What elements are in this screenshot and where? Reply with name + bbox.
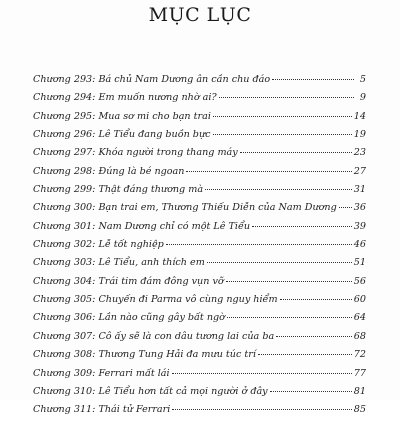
toc-dot-leader [172, 373, 352, 374]
toc-entry-title: Thái tử Ferrari [98, 404, 171, 416]
toc-entry[interactable] [33, 184, 366, 202]
toc-entry-title: Khóa người trong thang máy [98, 147, 238, 159]
toc-entry-chapter: Chương 300: [33, 202, 96, 214]
toc-entry-chapter: Chương 311: [33, 404, 96, 416]
toc-entry-chapter: Chương 299: [33, 184, 96, 196]
toc-entry-chapter: Chương 306: [33, 312, 96, 324]
toc-entry[interactable] [33, 294, 366, 312]
toc-entry-chapter: Chương 297: [33, 147, 96, 159]
toc-entry-page-number: 60 [353, 294, 366, 306]
toc-entry[interactable] [33, 221, 366, 239]
toc-dot-leader [205, 189, 352, 190]
toc-dot-leader [213, 134, 352, 135]
toc-entry-page-number: 85 [353, 404, 366, 416]
toc-entry-page-number: 36 [353, 202, 366, 214]
toc-entry-title: Trái tim đám đông vụn vỡ [98, 275, 224, 287]
toc-entry-page-number: 46 [353, 239, 366, 251]
toc-dot-leader [240, 152, 352, 153]
toc-dot-leader [219, 97, 354, 98]
toc-entry-chapter: Chương 308: [33, 349, 96, 361]
toc-entry[interactable] [33, 404, 366, 422]
toc-entry[interactable] [33, 74, 366, 92]
toc-entry-title: Lễ tốt nghiệp [98, 239, 164, 251]
toc-dot-leader [166, 244, 352, 245]
toc-entry-title: Lê Tiểu đang buồn bực [98, 129, 211, 141]
toc-entry-chapter: Chương 309: [33, 367, 96, 379]
toc-entry-chapter: Chương 304: [33, 275, 96, 287]
toc-entry-page-number: 39 [353, 220, 366, 232]
toc-entry-title: Em muốn nương nhờ ai? [98, 92, 217, 104]
toc-dot-leader [258, 354, 352, 355]
toc-entry-page-number: 9 [359, 92, 366, 104]
toc-entry-page-number: 27 [353, 165, 366, 177]
toc-entry-chapter: Chương 296: [33, 129, 96, 141]
toc-entry-chapter: Chương 307: [33, 330, 96, 342]
toc-entry[interactable] [33, 276, 366, 294]
toc-entry-chapter: Chương 295: [33, 110, 96, 122]
toc-list [33, 74, 366, 423]
toc-dot-leader [172, 409, 351, 410]
toc-dot-leader [270, 391, 352, 392]
toc-entry-title: Nam Dương chỉ có một Lê Tiểu [98, 220, 251, 232]
toc-entry-title: Thương Tung Hải đa mưu túc trí [98, 349, 256, 361]
toc-entry-chapter: Chương 310: [33, 385, 96, 397]
toc-entry-page-number: 56 [353, 275, 366, 287]
page-title: MỤC LỤC [148, 4, 252, 26]
toc-dot-leader [186, 171, 351, 172]
toc-entry[interactable] [33, 147, 366, 165]
toc-entry[interactable] [33, 202, 366, 220]
toc-entry-chapter: Chương 303: [33, 257, 96, 269]
toc-dot-leader [339, 207, 352, 208]
toc-entry-title: Cô ấy sẽ là con dâu tương lai của ba [98, 330, 275, 342]
toc-dot-leader [280, 299, 352, 300]
toc-entry[interactable] [33, 166, 366, 184]
toc-entry-title: Bạn trai em, Thương Thiếu Diễn của Nam Dương [98, 202, 337, 214]
toc-dot-leader [207, 262, 352, 263]
toc-dot-leader [276, 336, 352, 337]
toc-entry-chapter: Chương 294: [33, 92, 96, 104]
toc-dot-leader [252, 226, 352, 227]
toc-entry-chapter: Chương 293: [33, 74, 96, 85]
toc-dot-leader [272, 79, 354, 80]
toc-dot-leader [227, 317, 352, 318]
toc-entry-title: Ferrari mất lái [98, 367, 170, 379]
toc-entry-page-number: 23 [353, 147, 366, 159]
toc-entry-title: Chuyến đi Parma vô cùng nguy hiểm [98, 294, 278, 306]
toc-entry[interactable] [33, 111, 366, 129]
toc-entry-page-number: 51 [353, 257, 366, 269]
toc-entry[interactable] [33, 349, 366, 367]
toc-entry-chapter: Chương 301: [33, 220, 96, 232]
toc-entry-title: Lê Tiểu, anh thích em [98, 257, 205, 269]
toc-dot-leader [213, 116, 352, 117]
toc-entry[interactable] [33, 368, 366, 386]
toc-entry-page-number: 81 [353, 385, 366, 397]
toc-entry-page-number: 31 [353, 184, 366, 196]
toc-entry-page-number: 19 [353, 129, 366, 141]
toc-entry-title: Lê Tiểu hơn tất cả mọi người ở đây [98, 385, 268, 397]
toc-entry-page-number: 14 [353, 110, 366, 122]
toc-entry-title: Đúng là bé ngoan [98, 165, 185, 177]
toc-entry[interactable] [33, 331, 366, 349]
toc-entry-title: Mua sơ mi cho bạn trai [98, 110, 211, 122]
toc-dot-leader [226, 281, 352, 282]
toc-entry-chapter: Chương 305: [33, 294, 96, 306]
toc-entry-page-number: 77 [353, 367, 366, 379]
toc-entry[interactable] [33, 239, 366, 257]
toc-entry-page-number: 72 [353, 349, 366, 361]
toc-entry-chapter: Chương 298: [33, 165, 96, 177]
toc-entry[interactable] [33, 129, 366, 147]
toc-entry[interactable] [33, 257, 366, 275]
toc-entry[interactable] [33, 386, 366, 404]
toc-entry-page-number: 5 [359, 74, 366, 85]
toc-entry-page-number: 68 [353, 330, 366, 342]
toc-entry-title: Bá chủ Nam Dương ân cần chu đáo [98, 74, 271, 85]
toc-entry[interactable] [33, 92, 366, 110]
toc-entry-chapter: Chương 302: [33, 239, 96, 251]
toc-entry[interactable] [33, 312, 366, 330]
toc-entry-title: Lần nào cũng gây bất ngờ [98, 312, 225, 324]
toc-entry-page-number: 64 [353, 312, 366, 324]
toc-entry-title: Thật đáng thương mà [98, 184, 204, 196]
